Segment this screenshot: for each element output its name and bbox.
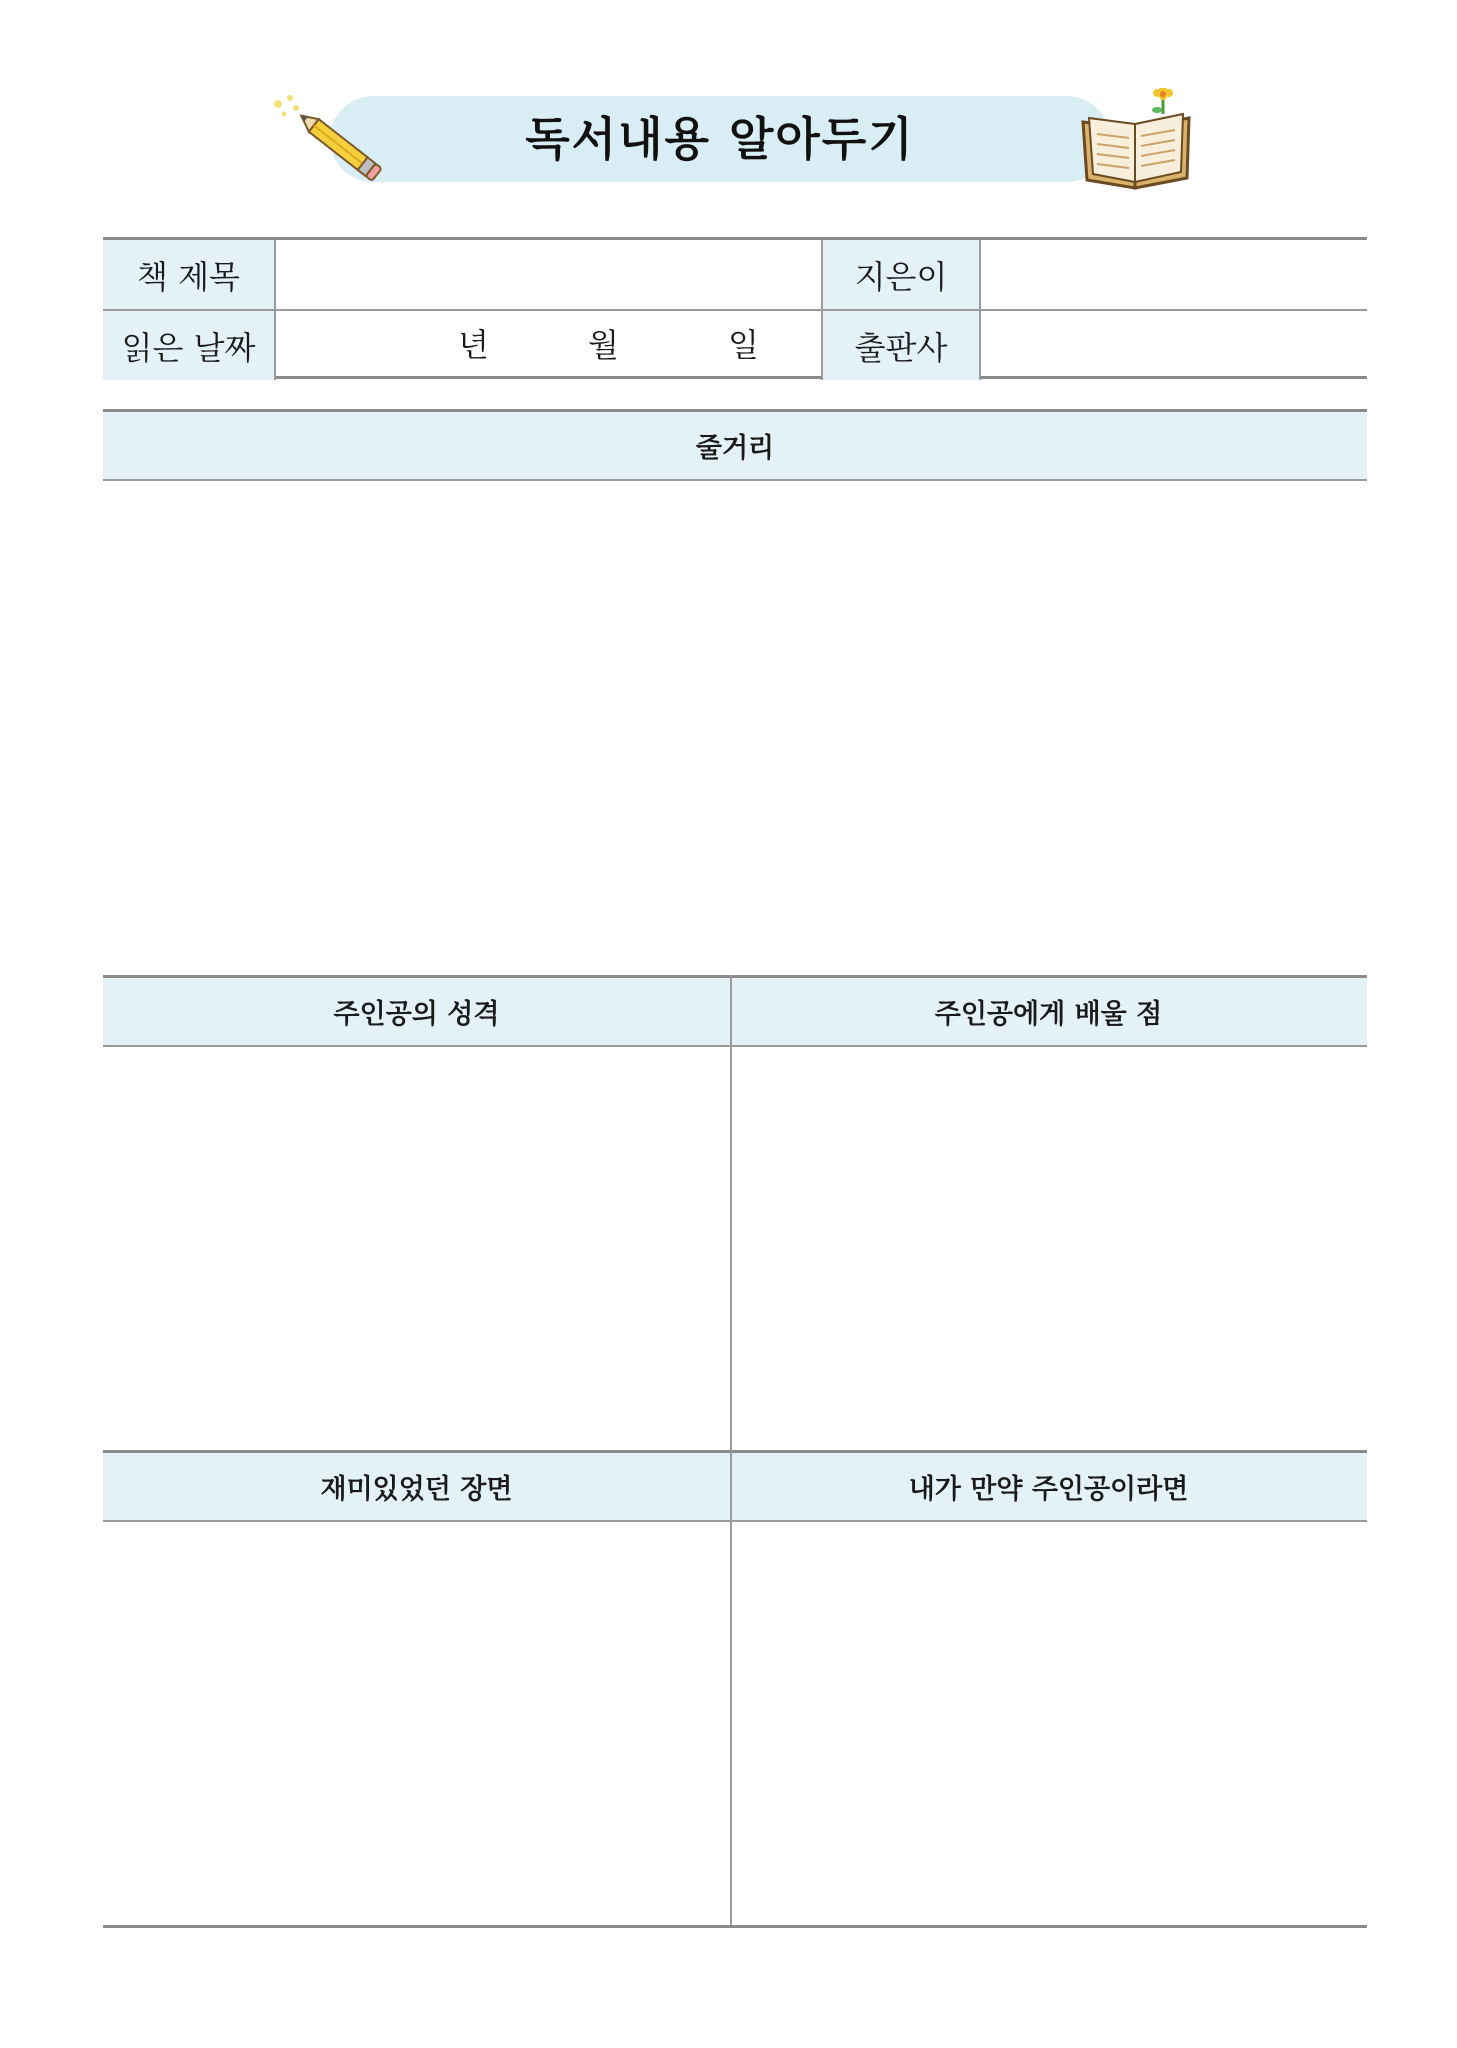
character-header: 주인공의 성격 — [103, 975, 730, 1047]
scene-area[interactable] — [103, 1522, 730, 1927]
lesson-header: 주인공에게 배울 점 — [730, 975, 1367, 1047]
scene-header: 재미있었던 장면 — [103, 1450, 730, 1522]
bottom-rule — [103, 1925, 1367, 1928]
book-title-label: 책 제목 — [103, 240, 276, 309]
publisher-label: 출판사 — [823, 311, 981, 380]
date-field[interactable] — [276, 311, 823, 380]
if-me-header: 내가 만약 주인공이라면 — [730, 1450, 1367, 1522]
publisher-field[interactable] — [981, 311, 1367, 380]
book-title-field[interactable] — [276, 240, 823, 309]
info-row-title — [103, 240, 1367, 311]
date-label: 읽은 날짜 — [103, 311, 276, 380]
if-me-area[interactable] — [732, 1522, 1367, 1927]
book-info-table — [103, 237, 1367, 379]
summary-header: 줄거리 — [103, 409, 1367, 481]
author-label: 지은이 — [823, 240, 981, 309]
day-label: 일 — [728, 326, 759, 364]
month-label: 월 — [588, 326, 619, 364]
character-area[interactable] — [103, 1047, 730, 1450]
center-divider — [730, 975, 732, 1927]
author-field[interactable] — [981, 240, 1367, 309]
open-book-icon — [1075, 88, 1205, 198]
lesson-area[interactable] — [732, 1047, 1367, 1450]
summary-area[interactable] — [103, 481, 1367, 975]
year-label: 년 — [458, 326, 489, 364]
pencil-icon — [270, 92, 390, 192]
page-title: 독서내용 알아두기 — [525, 112, 915, 166]
info-row-date — [103, 311, 1367, 380]
